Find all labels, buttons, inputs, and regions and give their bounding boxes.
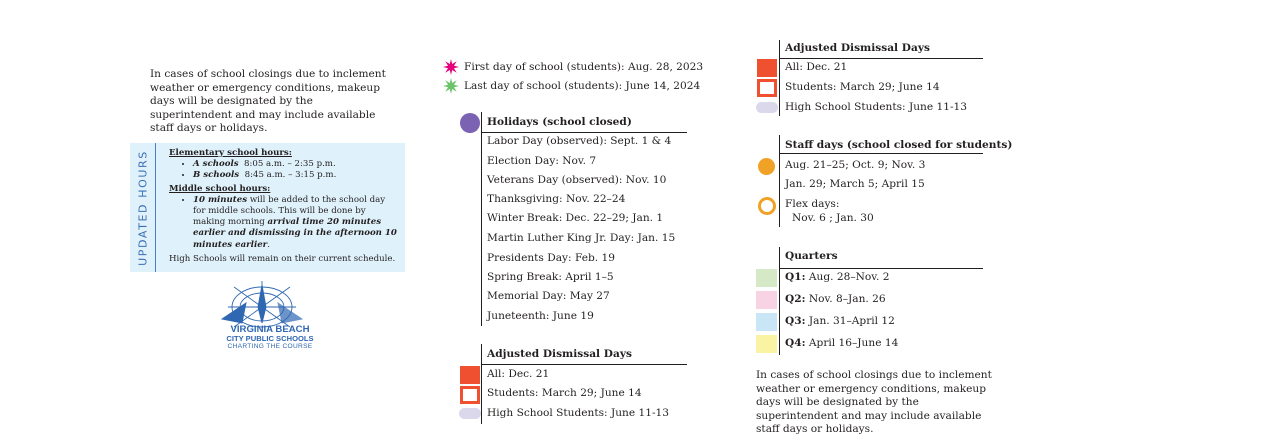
outline-square-icon <box>460 386 480 404</box>
lavender-pill-icon <box>756 102 778 113</box>
staff-days-line2: Jan. 29; March 5; April 15 <box>785 178 925 190</box>
holiday-item: Presidents Day: Feb. 19 <box>487 252 615 264</box>
quarter-label: Q2: <box>785 293 806 305</box>
last-day-row <box>443 77 700 95</box>
staff-days-title: Staff days (school closed for students) <box>785 139 1013 151</box>
outline-square-icon <box>757 79 777 97</box>
dismissal-bottom-all: All: Dec. 21 <box>487 368 550 380</box>
a-schools-time: 8:05 a.m. – 2:35 p.m. <box>244 159 336 170</box>
updated-hours-box <box>130 143 405 272</box>
b-schools-label: B schools <box>193 170 240 181</box>
elementary-heading: Elementary school hours: <box>169 148 292 158</box>
dismissal-top-vline <box>779 40 780 116</box>
staff-days-vline <box>779 135 780 227</box>
updated-hours-side-label <box>130 143 156 272</box>
updated-hours-label-text: UPDATED HOURS <box>136 149 149 266</box>
solid-square-icon <box>757 59 777 77</box>
dismissal-top-hline <box>779 58 983 59</box>
high-school-note: High Schools will remain on their current schedule. <box>169 253 396 264</box>
quarter-item <box>785 271 890 283</box>
quarter-color-swatch <box>756 269 777 287</box>
middle-heading: Middle school hours: <box>169 183 271 194</box>
quarter-item <box>785 337 898 349</box>
quarters-vline <box>779 247 780 355</box>
orange-ring-icon <box>758 197 776 215</box>
middle-end: . <box>267 239 270 250</box>
middle-list <box>169 195 399 251</box>
dismissal-top-title: Adjusted Dismissal Days <box>785 42 930 54</box>
last-day-text: Last day of school (students): June 14, 2024 <box>464 80 701 92</box>
dismissal-bottom-hline <box>481 364 687 365</box>
holidays-purple-dot-icon <box>460 113 480 133</box>
quarter-item <box>785 315 895 327</box>
quarter-dates: Aug. 28–Nov. 2 <box>805 271 890 283</box>
holiday-item: Veterans Day (observed): Nov. 10 <box>487 174 667 186</box>
quarters-title: Quarters <box>785 250 838 262</box>
dismissal-top-high-school: High School Students: June 11-13 <box>785 101 968 113</box>
hours-content <box>169 148 399 265</box>
logo-line3: CHARTING THE COURSE <box>227 343 313 350</box>
dismissal-bottom-students: Students: March 29; June 14 <box>487 387 642 399</box>
solid-square-icon <box>460 366 480 384</box>
a-schools-item <box>193 159 399 170</box>
quarter-label: Q3: <box>785 315 806 327</box>
b-schools-item <box>193 170 399 181</box>
first-day-text: First day of school (students): Aug. 28, 2023 <box>464 61 704 73</box>
holidays-vline <box>481 112 482 326</box>
quarter-dates: Nov. 8–Jan. 26 <box>805 293 886 305</box>
dismissal-top-all: All: Dec. 21 <box>785 61 848 73</box>
holiday-item: Martin Luther King Jr. Day: Jan. 15 <box>487 232 676 244</box>
holiday-item: Memorial Day: May 27 <box>487 290 610 302</box>
staff-days-line1: Aug. 21–25; Oct. 9; Nov. 3 <box>785 159 926 171</box>
flex-days-dates: Nov. 6 ; Jan. 30 <box>792 212 874 224</box>
lavender-pill-icon <box>459 408 481 419</box>
starburst-magenta-icon <box>443 59 459 75</box>
middle-bold: arrival time 20 minutes earlier and dismissing in the afternoon 10 minutes earlier <box>193 217 397 250</box>
logo-line1: VIRGINIA BEACH <box>230 324 310 335</box>
first-day-row <box>443 58 703 76</box>
quarter-color-swatch <box>756 335 777 353</box>
middle-text: will be added to the school day for middle schools. This will be done by making morning <box>193 194 386 228</box>
orange-dot-icon <box>758 158 775 175</box>
staff-days-hline <box>779 153 983 154</box>
elementary-list <box>169 159 399 181</box>
dismissal-bottom-vline <box>481 344 482 424</box>
holiday-item: Winter Break: Dec. 22–29; Jan. 1 <box>487 212 664 224</box>
quarter-label: Q1: <box>785 271 806 283</box>
holiday-item: Spring Break: April 1–5 <box>487 271 614 283</box>
quarter-color-swatch <box>756 313 777 331</box>
quarter-color-swatch <box>756 291 777 309</box>
dismissal-bottom-high-school: High School Students: June 11-13 <box>487 407 670 419</box>
quarter-item <box>785 293 886 305</box>
holiday-item: Election Day: Nov. 7 <box>487 155 597 167</box>
middle-item <box>193 195 399 251</box>
dismissal-bottom-title: Adjusted Dismissal Days <box>487 348 632 360</box>
a-schools-label: A schools <box>193 159 239 170</box>
holiday-item: Thanksgiving: Nov. 22–24 <box>487 193 626 205</box>
starburst-green-icon <box>443 78 459 94</box>
holiday-item: Juneteenth: June 19 <box>487 310 594 322</box>
quarter-label: Q4: <box>785 337 806 349</box>
holiday-item: Labor Day (observed): Sept. 1 & 4 <box>487 135 672 147</box>
holidays-title: Holidays (school closed) <box>487 116 632 128</box>
closing-note-left: In cases of school closings due to inclement weather or emergency conditions, makeup days will be designated by the superintendent and may include available staff days or holidays. <box>150 68 386 134</box>
quarters-hline <box>779 268 983 269</box>
quarter-dates: April 16–June 14 <box>805 337 899 349</box>
holidays-hline <box>481 132 687 133</box>
logo-line2: CITY PUBLIC SCHOOLS <box>226 334 314 343</box>
quarter-dates: Jan. 31–April 12 <box>805 315 895 327</box>
closing-note-right: In cases of school closings due to inclement weather or emergency conditions, makeup days will be designated by the superintendent and may include available staff days or holidays. <box>756 369 992 435</box>
b-schools-time: 8:45 a.m. – 3:15 p.m. <box>244 170 337 181</box>
dismissal-top-students: Students: March 29; June 14 <box>785 81 940 93</box>
middle-lead: 10 minutes <box>193 194 248 205</box>
flex-days-label: Flex days: <box>785 198 840 210</box>
